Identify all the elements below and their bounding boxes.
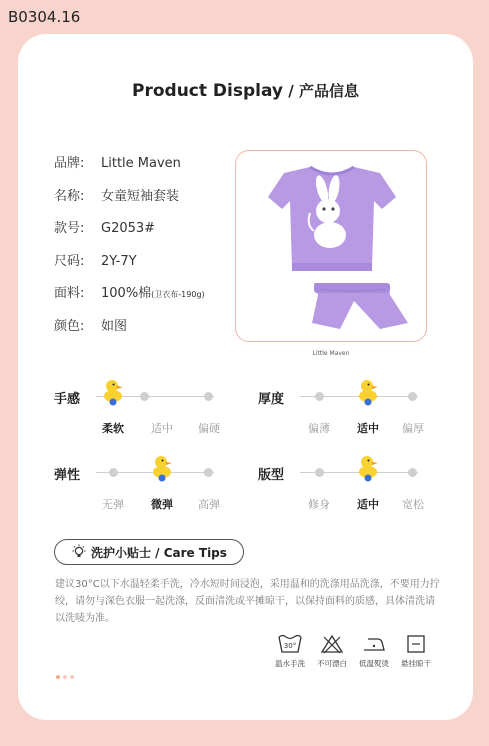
page-dot bbox=[56, 675, 60, 679]
info-row-style bbox=[54, 217, 205, 250]
scale-option: 柔软 bbox=[102, 422, 124, 435]
care-symbol bbox=[394, 634, 438, 669]
scale-option: 适中 bbox=[151, 422, 173, 435]
scale-thickness bbox=[258, 378, 424, 438]
info-note: (卫衣布-190g) bbox=[151, 290, 205, 299]
info-value: 女童短袖套装 bbox=[101, 188, 180, 204]
scale-name: 版型 bbox=[258, 468, 285, 483]
scale-option: 偏硬 bbox=[198, 422, 220, 435]
care-tips-button[interactable] bbox=[54, 539, 244, 565]
info-value: Little Maven bbox=[101, 156, 181, 171]
low-iron-icon bbox=[361, 634, 387, 654]
duck-marker-icon bbox=[101, 378, 125, 406]
page-dot bbox=[63, 675, 67, 679]
scale-dot bbox=[408, 392, 417, 401]
title-separator: / bbox=[283, 82, 299, 100]
scale-dot bbox=[204, 468, 213, 477]
scale-option: 适中 bbox=[357, 422, 379, 435]
scale-dot bbox=[204, 392, 213, 401]
no-bleach-icon bbox=[320, 634, 344, 654]
hand-wash-30-icon bbox=[277, 634, 303, 654]
title-cn: 产品信息 bbox=[298, 82, 359, 100]
info-row-brand bbox=[54, 152, 205, 185]
hang-dry-icon bbox=[405, 634, 427, 654]
care-symbol bbox=[352, 634, 396, 669]
page-indicator bbox=[56, 664, 77, 683]
lightbulb-icon bbox=[71, 544, 87, 560]
info-value: 如图 bbox=[101, 318, 128, 334]
care-symbol-label: 悬挂晾干 bbox=[401, 659, 431, 668]
outfit-illustration bbox=[236, 151, 427, 342]
care-symbol-label: 不可漂白 bbox=[317, 659, 347, 668]
product-card bbox=[18, 34, 473, 720]
info-label: 颜色: bbox=[54, 318, 85, 334]
care-symbol bbox=[268, 634, 312, 669]
info-row-size bbox=[54, 250, 205, 283]
scale-option: 修身 bbox=[308, 498, 330, 511]
info-row-fabric bbox=[54, 282, 205, 315]
info-row-color bbox=[54, 315, 205, 348]
scale-dot bbox=[315, 468, 324, 477]
scale-option: 无弹 bbox=[102, 498, 124, 511]
info-value: G2053# bbox=[101, 221, 156, 236]
info-label: 面料: bbox=[54, 286, 85, 301]
info-value: 2Y-7Y bbox=[101, 253, 137, 269]
scale-dot bbox=[109, 468, 118, 477]
duck-marker-icon bbox=[356, 378, 380, 406]
scale-option: 高弹 bbox=[198, 498, 220, 511]
info-label: 尺码: bbox=[54, 253, 85, 269]
care-tips-label: 洗护小贴士 / Care Tips bbox=[91, 545, 227, 560]
duck-marker-icon bbox=[356, 454, 380, 482]
care-instructions: 建议30°C以下水温轻柔手洗，冷水短时间浸泡，采用温和的洗涤用品洗涤，不要用力拧绞，请勿与深色衣服一起洗涤，反面清洗或平摊晾干，以保持面料的质感，具体清洗请以洗唛为准。 bbox=[55, 579, 440, 624]
scale-name: 厚度 bbox=[258, 392, 285, 407]
product-info-list bbox=[54, 152, 205, 347]
scale-option: 偏厚 bbox=[402, 422, 424, 435]
product-code: B0304.16 bbox=[8, 8, 81, 26]
care-symbols bbox=[268, 634, 438, 684]
info-label: 款号: bbox=[54, 221, 85, 236]
scale-name: 弹性 bbox=[54, 468, 81, 483]
scale-dot bbox=[315, 392, 324, 401]
info-row-name bbox=[54, 185, 205, 218]
page-dot bbox=[70, 675, 74, 679]
scale-dot bbox=[140, 392, 149, 401]
care-symbol-label: 温水手洗 bbox=[275, 659, 305, 668]
scale-option: 宽松 bbox=[402, 498, 424, 511]
scale-name: 手感 bbox=[54, 392, 81, 407]
scale-option: 偏薄 bbox=[308, 422, 330, 435]
scale-elasticity bbox=[54, 454, 220, 514]
title-en: Product Display bbox=[132, 81, 284, 101]
care-symbol-label: 低温熨烫 bbox=[359, 659, 389, 668]
photo-caption: Little Maven bbox=[312, 350, 350, 357]
scale-dot bbox=[408, 468, 417, 477]
wash-temperature: 30° bbox=[283, 642, 297, 650]
info-label: 品牌: bbox=[54, 156, 85, 171]
info-label: 名称: bbox=[54, 188, 85, 204]
product-photo bbox=[235, 150, 427, 342]
care-symbol bbox=[310, 634, 354, 669]
scale-option: 微弹 bbox=[151, 498, 173, 511]
scale-fit bbox=[258, 454, 424, 514]
scale-option: 适中 bbox=[357, 498, 379, 511]
info-value: 100%棉 bbox=[101, 286, 152, 301]
page-title bbox=[18, 80, 473, 101]
duck-marker-icon bbox=[150, 454, 174, 482]
scale-feel bbox=[54, 378, 220, 438]
